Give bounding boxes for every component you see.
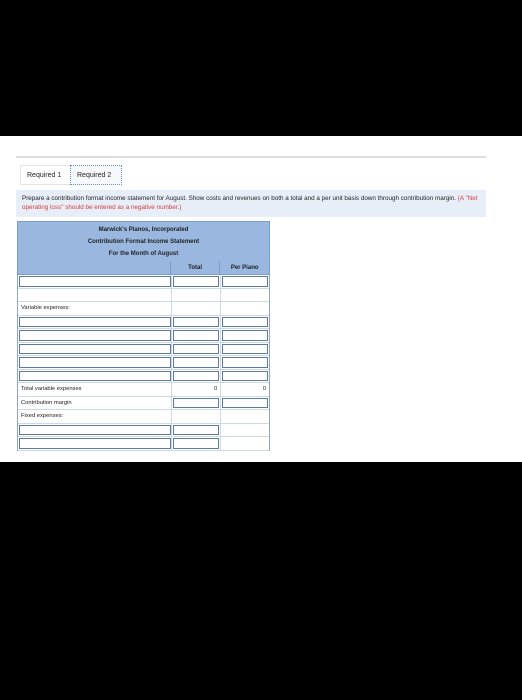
total-variable-total: 0 <box>171 383 220 396</box>
table-row <box>18 437 269 451</box>
expense-label-cell[interactable] <box>18 356 171 369</box>
table-row <box>18 410 269 424</box>
sales-label-cell[interactable] <box>18 275 171 288</box>
column-header-row <box>17 261 270 275</box>
row-label-input[interactable] <box>19 371 171 382</box>
column-header-blank <box>18 261 170 274</box>
tab-bar <box>20 165 122 185</box>
per-unit-input[interactable] <box>222 330 268 341</box>
total-input[interactable] <box>173 371 219 382</box>
expense-label-cell[interactable] <box>18 329 171 342</box>
per-unit-input[interactable] <box>222 357 268 368</box>
table-row <box>18 316 269 330</box>
total-cell[interactable] <box>171 424 220 437</box>
total-input[interactable] <box>173 344 219 355</box>
row-label-input[interactable] <box>19 317 171 328</box>
per-unit-cell[interactable] <box>220 397 269 410</box>
total-cell[interactable] <box>171 370 220 383</box>
per-unit-input[interactable] <box>222 317 268 328</box>
blank-cell <box>220 289 269 302</box>
per-unit-cell[interactable] <box>220 275 269 288</box>
total-variable-label: Total variable expenses <box>21 386 82 392</box>
per-unit-cell[interactable] <box>220 356 269 369</box>
per-unit-input[interactable] <box>222 371 268 382</box>
per-unit-cell[interactable] <box>220 329 269 342</box>
blank-cell <box>220 437 269 450</box>
table-row <box>18 397 269 411</box>
blank-cell <box>220 424 269 437</box>
column-header-total: Total <box>170 261 220 274</box>
total-cell[interactable] <box>171 329 220 342</box>
per-unit-cell[interactable] <box>220 370 269 383</box>
statement-period: For the Month of August <box>108 251 179 257</box>
statement-title: Contribution Format Income Statement <box>87 239 200 245</box>
instructions-box <box>16 190 486 217</box>
total-input[interactable] <box>173 317 219 328</box>
total-input[interactable] <box>173 330 219 341</box>
black-bottom-area <box>0 462 522 700</box>
total-cell[interactable] <box>171 343 220 356</box>
contribution-margin-label: Contribution margin <box>21 399 72 406</box>
tab-required-1[interactable]: Required 1 <box>20 165 70 185</box>
column-header-per-unit: Per Piano <box>219 261 269 274</box>
table-row <box>18 424 269 438</box>
table-row <box>18 343 269 357</box>
blank-cell <box>220 302 269 315</box>
total-cell[interactable] <box>171 437 220 450</box>
variable-expenses-label: Variable expenses: <box>21 305 70 311</box>
table-row <box>18 383 269 397</box>
total-cell[interactable] <box>171 275 220 288</box>
total-cell[interactable] <box>171 397 220 410</box>
tab-required-2[interactable]: Required 2 <box>70 165 122 185</box>
table-row <box>18 275 269 289</box>
blank-cell <box>18 289 171 302</box>
expense-label-cell[interactable] <box>18 437 171 450</box>
table-row <box>18 356 269 370</box>
row-label-input[interactable] <box>19 438 171 449</box>
table-row <box>18 302 269 316</box>
table-row <box>18 370 269 384</box>
top-divider <box>16 156 486 158</box>
total-input[interactable] <box>173 425 219 436</box>
row-label-input[interactable] <box>19 276 171 287</box>
row-label-input[interactable] <box>19 330 171 341</box>
total-cell[interactable] <box>171 356 220 369</box>
company-name: Marwick's Pianos, Incorporated <box>98 227 189 233</box>
row-label-input[interactable] <box>19 344 171 355</box>
statement-grid <box>17 275 270 451</box>
per-unit-cell[interactable] <box>220 316 269 329</box>
total-input[interactable] <box>173 438 219 449</box>
blank-cell <box>220 410 269 423</box>
expense-label-cell[interactable] <box>18 316 171 329</box>
total-input[interactable] <box>173 276 219 287</box>
instructions-note: (A "Net operating loss" should be entered as a negative number.) <box>22 195 478 211</box>
expense-label-cell[interactable] <box>18 370 171 383</box>
row-label-input[interactable] <box>19 357 171 368</box>
total-input[interactable] <box>173 398 219 409</box>
blank-cell <box>171 289 220 302</box>
blank-cell <box>171 410 220 423</box>
per-unit-input[interactable] <box>222 344 268 355</box>
expense-label-cell[interactable] <box>18 343 171 356</box>
row-label-input[interactable] <box>19 425 171 436</box>
statement-header <box>17 221 270 265</box>
total-input[interactable] <box>173 357 219 368</box>
table-row <box>18 329 269 343</box>
expense-label-cell[interactable] <box>18 424 171 437</box>
fixed-expenses-label: Fixed expenses: <box>21 413 64 419</box>
per-unit-input[interactable] <box>222 276 268 287</box>
instructions-text: Prepare a contribution format income statement for August. Show costs and revenues on both a total and a per unit basis down through contribution margin. <box>22 195 457 202</box>
blank-cell <box>171 302 220 315</box>
total-variable-per-unit: 0 <box>220 383 269 396</box>
per-unit-input[interactable] <box>222 398 268 409</box>
table-row <box>18 289 269 303</box>
per-unit-cell[interactable] <box>220 343 269 356</box>
total-cell[interactable] <box>171 316 220 329</box>
